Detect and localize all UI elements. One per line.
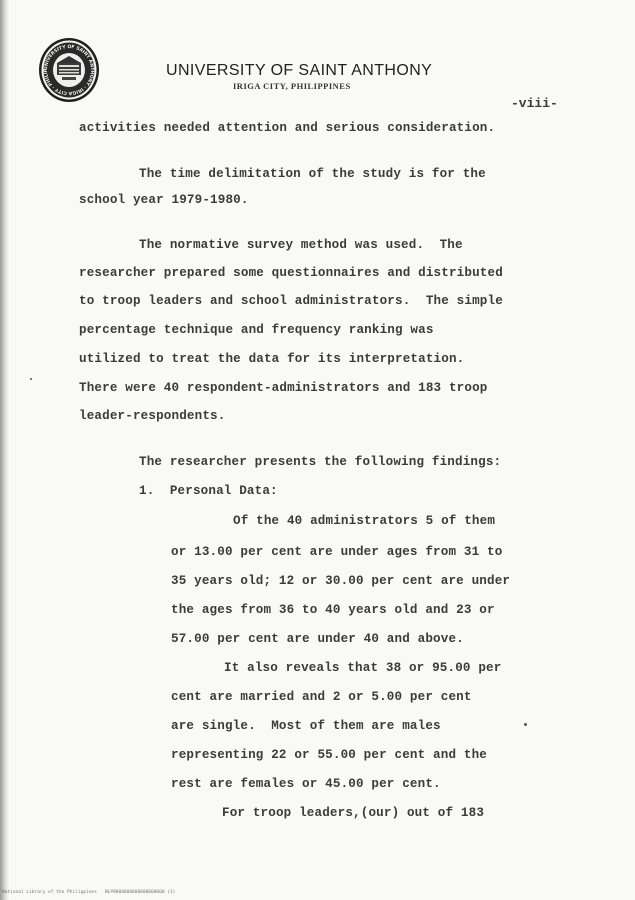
text-line: to troop leaders and school administrators. The simple — [79, 294, 503, 308]
text-line: the ages from 36 to 40 years old and 23 or — [171, 603, 495, 617]
university-seal-logo — [38, 37, 100, 103]
text-line: school year 1979-1980. — [79, 193, 249, 207]
text-line: The time delimitation of the study is for the — [139, 167, 486, 181]
findings-heading: 1. Personal Data: — [139, 484, 278, 498]
text-line: percentage technique and frequency ranking was — [79, 323, 434, 337]
library-footer: National Library of the Philippines NLP0000000000000000000 (1) — [2, 890, 176, 895]
text-line: utilized to treat the data for its interpretation. — [79, 352, 465, 366]
scan-edge-shadow — [0, 0, 9, 900]
text-line: leader-respondents. — [79, 409, 226, 423]
text-line: There were 40 respondent-administrators and 183 troop — [79, 381, 488, 395]
text-line: representing 22 or 55.00 per cent and the — [171, 748, 488, 762]
text-line: or 13.00 per cent are under ages from 31 to — [171, 545, 503, 559]
text-line: It also reveals that 38 or 95.00 per — [224, 661, 502, 675]
scan-speck — [524, 723, 527, 726]
text-line: cent are married and 2 or 5.00 per cent — [171, 690, 472, 704]
page-number: -viii- — [511, 96, 558, 111]
text-line: are single. Most of them are males — [171, 719, 441, 733]
text-line: rest are females or 45.00 per cent. — [171, 777, 441, 791]
university-city: IRIGA CITY, PHILIPPINES — [233, 81, 351, 91]
text-line: The normative survey method was used. The — [139, 238, 463, 252]
scan-speck — [30, 378, 32, 380]
text-line: researcher prepared some questionnaires and distributed — [79, 266, 503, 280]
text-line: 57.00 per cent are under 40 and above. — [171, 632, 464, 646]
text-line: For troop leaders,(our) out of 183 — [222, 806, 485, 820]
text-line: activities needed attention and serious consideration. — [79, 121, 496, 135]
text-line: The researcher presents the following findings: — [139, 455, 502, 469]
text-line: Of the 40 administrators 5 of them — [233, 514, 496, 528]
text-line: 35 years old; 12 or 30.00 per cent are under — [171, 574, 511, 588]
svg-text:UNIVERSITY OF SAINT ANTHONY ·: UNIVERSITY OF SAINT ANTHONY · IRIGA CITY · PHILIP — [43, 44, 95, 96]
university-name: UNIVERSITY OF SAINT ANTHONY — [166, 62, 433, 79]
